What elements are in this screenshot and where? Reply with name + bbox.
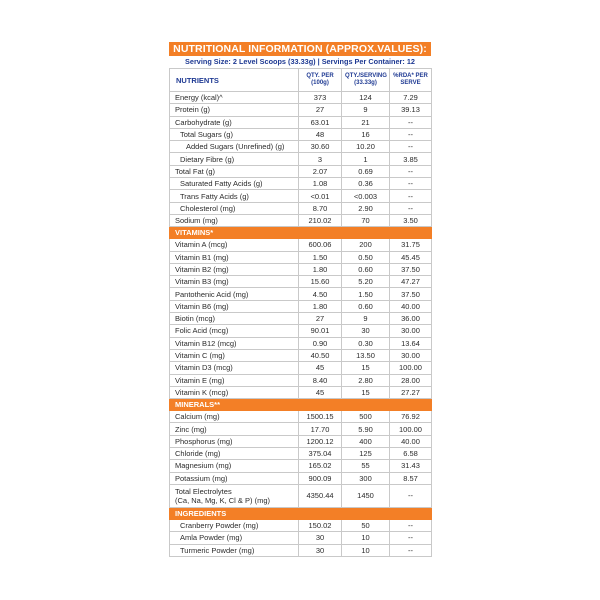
ingredients-section-header (170, 507, 432, 519)
qty-per-serving: 500 (342, 411, 390, 423)
qty-per-100g: 4350.44 (299, 484, 342, 507)
qty-per-100g: 1.08 (299, 178, 342, 190)
rda-percent: -- (390, 116, 432, 128)
header-per-100g: QTY. PER (100g) (299, 69, 342, 92)
qty-per-serving: 125 (342, 448, 390, 460)
nutrient-name: Pantothenic Acid (mg) (170, 288, 299, 300)
qty-per-serving: 13.50 (342, 349, 390, 361)
rda-percent: 31.43 (390, 460, 432, 472)
table-row (170, 325, 432, 337)
qty-per-100g: 165.02 (299, 460, 342, 472)
table-row (170, 202, 432, 214)
qty-per-100g: 8.70 (299, 202, 342, 214)
table-row (170, 104, 432, 116)
qty-per-100g: 30 (299, 544, 342, 556)
nutrient-name: Vitamin B2 (mg) (170, 263, 299, 275)
nutrient-name: Zinc (mg) (170, 423, 299, 435)
electrolytes-label-line2: (Ca, Na, Mg, K, Cl & P) (mg) (175, 495, 271, 505)
table-row (170, 214, 432, 226)
rda-percent: 6.58 (390, 448, 432, 460)
qty-per-serving: 0.50 (342, 251, 390, 263)
qty-per-100g: 45 (299, 362, 342, 374)
header-nutrients: NUTRIENTS (170, 69, 299, 92)
nutrient-name: Magnesium (mg) (170, 460, 299, 472)
panel-title: NUTRITIONAL INFORMATION (APPROX.VALUES): (169, 42, 431, 56)
rda-percent: -- (390, 202, 432, 214)
qty-per-100g: 150.02 (299, 519, 342, 531)
rda-percent: 40.00 (390, 435, 432, 447)
qty-per-serving: 10 (342, 544, 390, 556)
section-title: MINERALS** (170, 399, 432, 411)
table-row (170, 190, 432, 202)
qty-per-serving: 55 (342, 460, 390, 472)
qty-per-100g: <0.01 (299, 190, 342, 202)
qty-per-100g: 30.60 (299, 141, 342, 153)
nutrient-name: Phosphorus (mg) (170, 435, 299, 447)
rda-percent: 40.00 (390, 300, 432, 312)
section-title: INGREDIENTS (170, 507, 432, 519)
nutrient-name: Cranberry Powder (mg) (170, 519, 299, 531)
qty-per-100g: 1.80 (299, 300, 342, 312)
table-row (170, 300, 432, 312)
qty-per-serving: 1 (342, 153, 390, 165)
rda-percent: 47.27 (390, 276, 432, 288)
qty-per-100g: 4.50 (299, 288, 342, 300)
qty-per-serving: 9 (342, 313, 390, 325)
nutrient-name: Added Sugars (Unrefined) (g) (170, 141, 299, 153)
qty-per-serving: <0.003 (342, 190, 390, 202)
minerals-section-header (170, 399, 432, 411)
qty-per-100g: 210.02 (299, 214, 342, 226)
table-row (170, 374, 432, 386)
qty-per-serving: 0.69 (342, 165, 390, 177)
table-row (170, 519, 432, 531)
table-row (170, 472, 432, 484)
qty-per-serving: 0.36 (342, 178, 390, 190)
rda-percent: 30.00 (390, 325, 432, 337)
nutrient-name: Vitamin B12 (mcg) (170, 337, 299, 349)
qty-per-serving: 50 (342, 519, 390, 531)
table-row (170, 153, 432, 165)
nutrient-name: Total Fat (g) (170, 165, 299, 177)
qty-per-100g: 1.80 (299, 263, 342, 275)
nutrient-name: Cholesterol (mg) (170, 202, 299, 214)
rda-percent: -- (390, 165, 432, 177)
table-row (170, 239, 432, 251)
qty-per-100g: 600.06 (299, 239, 342, 251)
nutrient-name: Sodium (mg) (170, 214, 299, 226)
table-row (170, 362, 432, 374)
nutrient-name: Dietary Fibre (g) (170, 153, 299, 165)
nutrient-name: Carbohydrate (g) (170, 116, 299, 128)
rda-percent: -- (390, 532, 432, 544)
table-row (170, 263, 432, 275)
rda-percent: 100.00 (390, 423, 432, 435)
table-row-electrolytes (170, 484, 432, 507)
rda-percent: -- (390, 519, 432, 531)
qty-per-100g: 1200.12 (299, 435, 342, 447)
qty-per-100g: 17.70 (299, 423, 342, 435)
qty-per-serving: 10.20 (342, 141, 390, 153)
rda-percent: -- (390, 544, 432, 556)
qty-per-serving: 2.80 (342, 374, 390, 386)
table-row (170, 116, 432, 128)
nutrient-name: Chloride (mg) (170, 448, 299, 460)
nutrient-name: Vitamin A (mcg) (170, 239, 299, 251)
electrolytes-label-line1: Total Electrolytes (175, 486, 232, 496)
qty-per-100g: 15.60 (299, 276, 342, 288)
rda-percent: 37.50 (390, 288, 432, 300)
qty-per-serving: 16 (342, 128, 390, 140)
rda-percent: -- (390, 484, 432, 507)
qty-per-100g: 1.50 (299, 251, 342, 263)
rda-percent: -- (390, 128, 432, 140)
nutrient-name: Vitamin B1 (mg) (170, 251, 299, 263)
nutrient-name: Vitamin K (mcg) (170, 386, 299, 398)
rda-percent: -- (390, 178, 432, 190)
nutrition-table (169, 68, 432, 557)
nutrient-name: Energy (kcal)^ (170, 92, 299, 104)
qty-per-serving: 400 (342, 435, 390, 447)
rda-percent: -- (390, 190, 432, 202)
qty-per-100g: 8.40 (299, 374, 342, 386)
table-row (170, 544, 432, 556)
qty-per-serving: 10 (342, 532, 390, 544)
qty-per-100g: 0.90 (299, 337, 342, 349)
table-row (170, 435, 432, 447)
qty-per-serving: 2.90 (342, 202, 390, 214)
header-rda: %RDA* PER SERVE (390, 69, 432, 92)
qty-per-serving: 124 (342, 92, 390, 104)
qty-per-100g: 373 (299, 92, 342, 104)
nutrient-name: Calcium (mg) (170, 411, 299, 423)
nutrient-name: Saturated Fatty Acids (g) (170, 178, 299, 190)
rda-percent: 31.75 (390, 239, 432, 251)
qty-per-100g: 90.01 (299, 325, 342, 337)
table-row (170, 141, 432, 153)
qty-per-100g: 27 (299, 104, 342, 116)
table-row (170, 128, 432, 140)
qty-per-serving: 5.20 (342, 276, 390, 288)
qty-per-serving: 1450 (342, 484, 390, 507)
nutrient-name: Vitamin E (mg) (170, 374, 299, 386)
qty-per-serving: 200 (342, 239, 390, 251)
rda-percent: 45.45 (390, 251, 432, 263)
qty-per-100g: 1500.15 (299, 411, 342, 423)
qty-per-100g: 27 (299, 313, 342, 325)
table-row (170, 386, 432, 398)
qty-per-100g: 3 (299, 153, 342, 165)
table-row (170, 313, 432, 325)
nutrient-name: Turmeric Powder (mg) (170, 544, 299, 556)
nutrition-panel (169, 42, 431, 557)
qty-per-100g: 63.01 (299, 116, 342, 128)
table-row (170, 532, 432, 544)
rda-percent: 7.29 (390, 92, 432, 104)
qty-per-serving: 1.50 (342, 288, 390, 300)
table-row (170, 423, 432, 435)
rda-percent: 3.85 (390, 153, 432, 165)
nutrient-name: Vitamin D3 (mcg) (170, 362, 299, 374)
qty-per-serving: 15 (342, 362, 390, 374)
nutrient-name: Trans Fatty Acids (g) (170, 190, 299, 202)
rda-percent: 3.50 (390, 214, 432, 226)
nutrient-name: Folic Acid (mcg) (170, 325, 299, 337)
qty-per-serving: 70 (342, 214, 390, 226)
nutrient-name: Vitamin B3 (mg) (170, 276, 299, 288)
table-row (170, 165, 432, 177)
section-title: VITAMINS* (170, 227, 432, 239)
serving-info: Serving Size: 2 Level Scoops (33.33g) | Servings Per Container: 12 (185, 57, 415, 66)
header-row (170, 69, 432, 92)
qty-per-serving: 0.60 (342, 300, 390, 312)
qty-per-100g: 40.50 (299, 349, 342, 361)
qty-per-serving: 15 (342, 386, 390, 398)
table-row (170, 276, 432, 288)
table-row (170, 288, 432, 300)
table-row (170, 92, 432, 104)
qty-per-100g: 48 (299, 128, 342, 140)
nutrient-name (170, 484, 299, 507)
qty-per-100g: 45 (299, 386, 342, 398)
qty-per-100g: 30 (299, 532, 342, 544)
rda-percent: 76.92 (390, 411, 432, 423)
qty-per-serving: 21 (342, 116, 390, 128)
rda-percent: 36.00 (390, 313, 432, 325)
qty-per-serving: 30 (342, 325, 390, 337)
rda-percent: 8.57 (390, 472, 432, 484)
header-per-serving: QTY./SERVING (33.33g) (342, 69, 390, 92)
rda-percent: 27.27 (390, 386, 432, 398)
qty-per-100g: 2.07 (299, 165, 342, 177)
nutrient-name: Biotin (mcg) (170, 313, 299, 325)
table-row (170, 448, 432, 460)
table-row (170, 349, 432, 361)
nutrient-name: Protein (g) (170, 104, 299, 116)
rda-percent: 100.00 (390, 362, 432, 374)
qty-per-serving: 9 (342, 104, 390, 116)
table-row (170, 411, 432, 423)
qty-per-serving: 0.60 (342, 263, 390, 275)
qty-per-100g: 900.09 (299, 472, 342, 484)
qty-per-serving: 5.90 (342, 423, 390, 435)
qty-per-serving: 0.30 (342, 337, 390, 349)
nutrient-name: Vitamin B6 (mg) (170, 300, 299, 312)
nutrient-name: Total Sugars (g) (170, 128, 299, 140)
rda-percent: 37.50 (390, 263, 432, 275)
rda-percent: 28.00 (390, 374, 432, 386)
nutrient-name: Potassium (mg) (170, 472, 299, 484)
table-row (170, 251, 432, 263)
vitamins-section-header (170, 227, 432, 239)
table-row (170, 178, 432, 190)
table-row (170, 460, 432, 472)
rda-percent: 13.64 (390, 337, 432, 349)
nutrient-name: Vitamin C (mg) (170, 349, 299, 361)
rda-percent: -- (390, 141, 432, 153)
nutrient-name: Amla Powder (mg) (170, 532, 299, 544)
rda-percent: 39.13 (390, 104, 432, 116)
qty-per-serving: 300 (342, 472, 390, 484)
table-row (170, 337, 432, 349)
rda-percent: 30.00 (390, 349, 432, 361)
qty-per-100g: 375.04 (299, 448, 342, 460)
table-body (170, 92, 432, 557)
